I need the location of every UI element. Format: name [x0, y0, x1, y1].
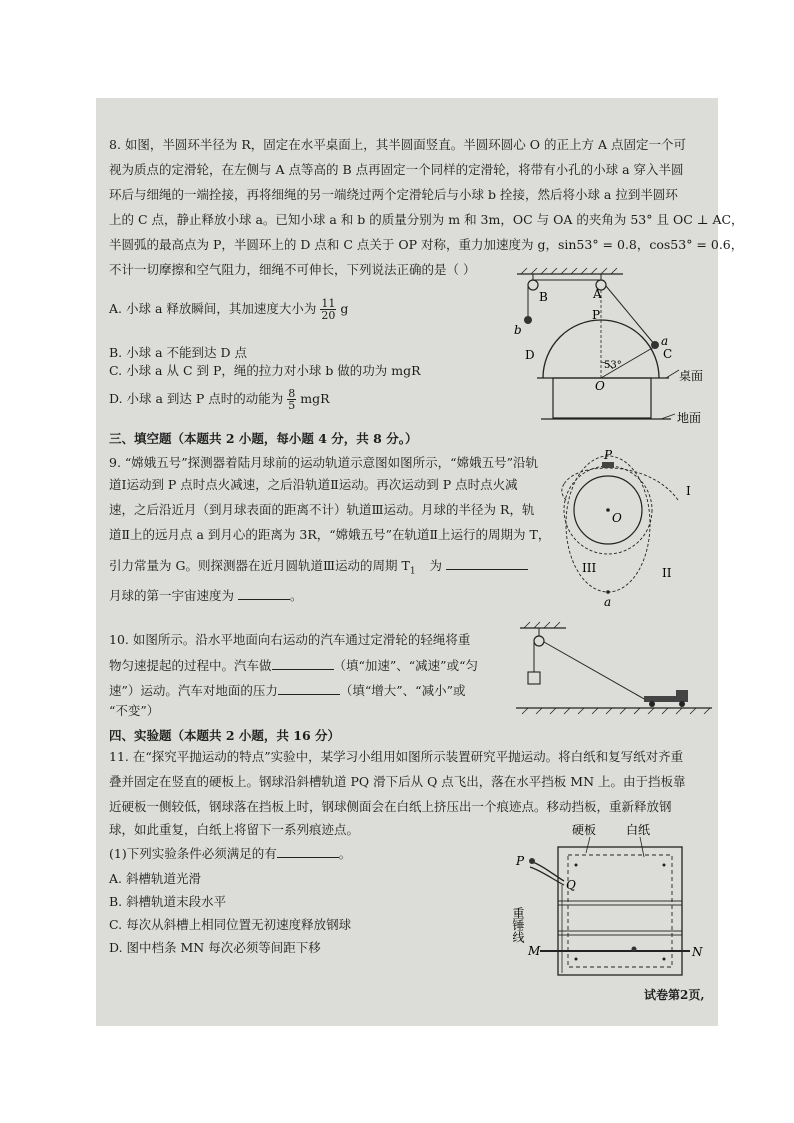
exam-page [96, 98, 744, 1026]
label-hard-board: 硬板 [572, 823, 597, 837]
q8-line-1: 8. 如图，半圆环半径为 R，固定在水平桌面上，其半圆面竖直。半圆环圆心 O 的正上方 A 点固定一个可 [109, 137, 686, 152]
q8-line-6: 不计一切摩擦和空气阻力，细绳不可伸长，下列说法正确的是（ ） [109, 262, 476, 277]
q10-line-2 [109, 658, 478, 673]
q8-line-4: 上的 C 点，静止释放小球 a。已知小球 a 和 b 的质量分别为 m 和 3m，OC 与 OA 的夹角为 53° 且 OC ⊥ AC， [109, 212, 744, 227]
label-ground: 地面 [677, 411, 702, 425]
label-A: A [593, 287, 602, 301]
q11-option-b: B. 斜槽轨道末段水平 [109, 894, 227, 909]
q8-option-a-unit: g [340, 301, 349, 316]
q8-option-d-unit: mgR [300, 391, 330, 406]
label-P: P [516, 854, 525, 868]
label-M: M [528, 944, 541, 958]
q10-line-2-hint: （填“加速”、“减速”或“匀 [333, 658, 478, 673]
q8-option-a [109, 298, 348, 321]
q9-line-4: 道Ⅱ上的远月点 a 到月心的距离为 3R，“嫦娥五号”在轨道Ⅱ上运行的周期为 T， [109, 527, 551, 542]
q9-line-6 [109, 588, 303, 603]
orbit-label-P: P [604, 448, 613, 462]
q9-line-6-text: 月球的第一宇宙速度为 [109, 588, 235, 603]
q9-line-5-mid: 为 [429, 558, 443, 573]
q11-blank-1[interactable] [277, 846, 339, 858]
q9-orbit-figure [556, 448, 712, 610]
orbit-label-I: I [686, 484, 691, 498]
q9-blank-1[interactable] [446, 558, 528, 570]
q10-blank-2[interactable] [278, 683, 340, 695]
q10-line-3 [109, 683, 465, 698]
q9-line-6-end: 。 [290, 588, 303, 603]
q8-option-c: C. 小球 a 从 C 到 P，绳的拉力对小球 b 做的功为 mgR [109, 363, 421, 378]
q11-option-d: D. 图中档条 MN 每次必须等间距下移 [109, 940, 321, 955]
q9-t1-subscript: 1 [409, 566, 416, 577]
q8-semicircle-figure [511, 266, 711, 428]
q10-line-3-text: 速”）运动。汽车对地面的压力 [109, 683, 278, 698]
q9-line-5 [109, 558, 528, 579]
label-plumb-line: 重锤线 [511, 907, 525, 943]
q9-line-3: 速，之后沿近月（到月球表面的距离不计）轨道Ⅲ运动。月球的半径为 R，轨 [109, 502, 535, 517]
q8-option-a-text: A. 小球 a 释放瞬间，其加速度大小为 [109, 301, 317, 316]
q9-line-1: 9. “嫦娥五号”探测器着陆月球前的运动轨道示意图如图所示，“嫦娥五号”沿轨 [109, 455, 538, 470]
q8-option-b: B. 小球 a 不能到达 D 点 [109, 345, 248, 360]
orbit-label-II: II [662, 566, 672, 580]
q8-option-d-text: D. 小球 a 到达 P 点时的动能为 [109, 391, 284, 406]
label-b: b [514, 323, 522, 337]
q10-blank-1[interactable] [272, 658, 334, 670]
page-number: 试卷第2页, [644, 988, 705, 1002]
q11-option-c: C. 每次从斜槽上相同位置无初速度释放钢球 [109, 917, 352, 932]
label-B: B [539, 290, 548, 304]
label-a: a [661, 334, 669, 348]
fraction-11-20: $\frac{11}{20}$ [321, 297, 336, 322]
q10-line-2-text: 物匀速提起的过程中。汽车做 [109, 658, 272, 673]
q8-option-d [109, 388, 330, 411]
q10-line-4: “不变”） [109, 703, 160, 718]
fraction-8-5: $\frac{8}{5}$ [288, 387, 296, 412]
q10-pulley-car-figure [516, 620, 716, 720]
q11-option-a: A. 斜槽轨道光滑 [109, 871, 201, 886]
q8-line-2: 视为质点的定滑轮，在左侧与 A 点等高的 B 点再固定一个同样的定滑轮，将带有小孔的小球 a 穿入半圆 [109, 162, 684, 177]
label-N: N [692, 945, 703, 959]
q10-line-3-hint: （填“增大”、“减小”或 [339, 683, 466, 698]
orbit-label-III: III [582, 561, 597, 575]
label-white-paper: 白纸 [626, 823, 651, 837]
q11-apparatus-figure [511, 823, 704, 993]
q11-line-3: 近硬板一侧较低，钢球落在挡板上时，钢球侧面会在白纸上挤压出一个痕迹点。移动挡板，重新释放钢 [109, 799, 672, 814]
q11-line-2: 叠并固定在竖直的硬板上。钢球沿斜槽轨道 PQ 滑下后从 Q 点飞出，落在水平挡板 MN 上。由于挡板靠 [109, 774, 686, 789]
label-desk: 桌面 [679, 369, 704, 383]
label-O: O [595, 379, 605, 393]
q11-sub-1 [109, 846, 351, 861]
q9-line-2: 道Ⅰ运动到 P 点时点火减速，之后沿轨道Ⅱ运动。再次运动到 P 点时点火减 [109, 477, 518, 492]
q8-line-3: 环后与细绳的一端拴接，再将细绳的另一端绕过两个定滑轮后与小球 b 拴接，然后将小球 a 拉到半圆环 [109, 187, 678, 202]
label-D: D [525, 348, 535, 362]
orbit-label-a: a [604, 595, 612, 609]
label-P: P [592, 308, 601, 322]
q11-sub-1-text: (1)下列实验条件必须满足的有 [109, 846, 277, 861]
section-3-heading: 三、填空题（本题共 2 小题，每小题 4 分，共 8 分。） [109, 431, 418, 446]
q9-blank-2[interactable] [238, 588, 290, 600]
q11-line-4: 球，如此重复，白纸上将留下一系列痕迹点。 [109, 822, 360, 837]
label-Q: Q [566, 878, 576, 892]
q11-sub-1-end: 。 [338, 846, 352, 861]
section-4-heading: 四、实验题（本题共 2 小题，共 16 分） [109, 728, 341, 743]
q9-line-5-text: 引力常量为 G。则探测器在近月圆轨道Ⅲ运动的周期 T [109, 558, 410, 573]
label-angle: 53° [604, 360, 622, 371]
q10-line-1: 10. 如图所示。沿水平地面向右运动的汽车通过定滑轮的轻绳将重 [109, 632, 471, 647]
orbit-label-O: O [612, 511, 622, 525]
label-C: C [663, 347, 673, 361]
q11-line-1: 11. 在“探究平抛运动的特点”实验中，某学习小组用如图所示装置研究平抛运动。将白纸和复写纸对齐重 [109, 749, 684, 764]
q8-line-5: 半圆弧的最高点为 P，半圆环上的 D 点和 C 点关于 OP 对称，重力加速度为 g，sin53° = 0.8，cos53° = 0.6， [109, 237, 744, 252]
